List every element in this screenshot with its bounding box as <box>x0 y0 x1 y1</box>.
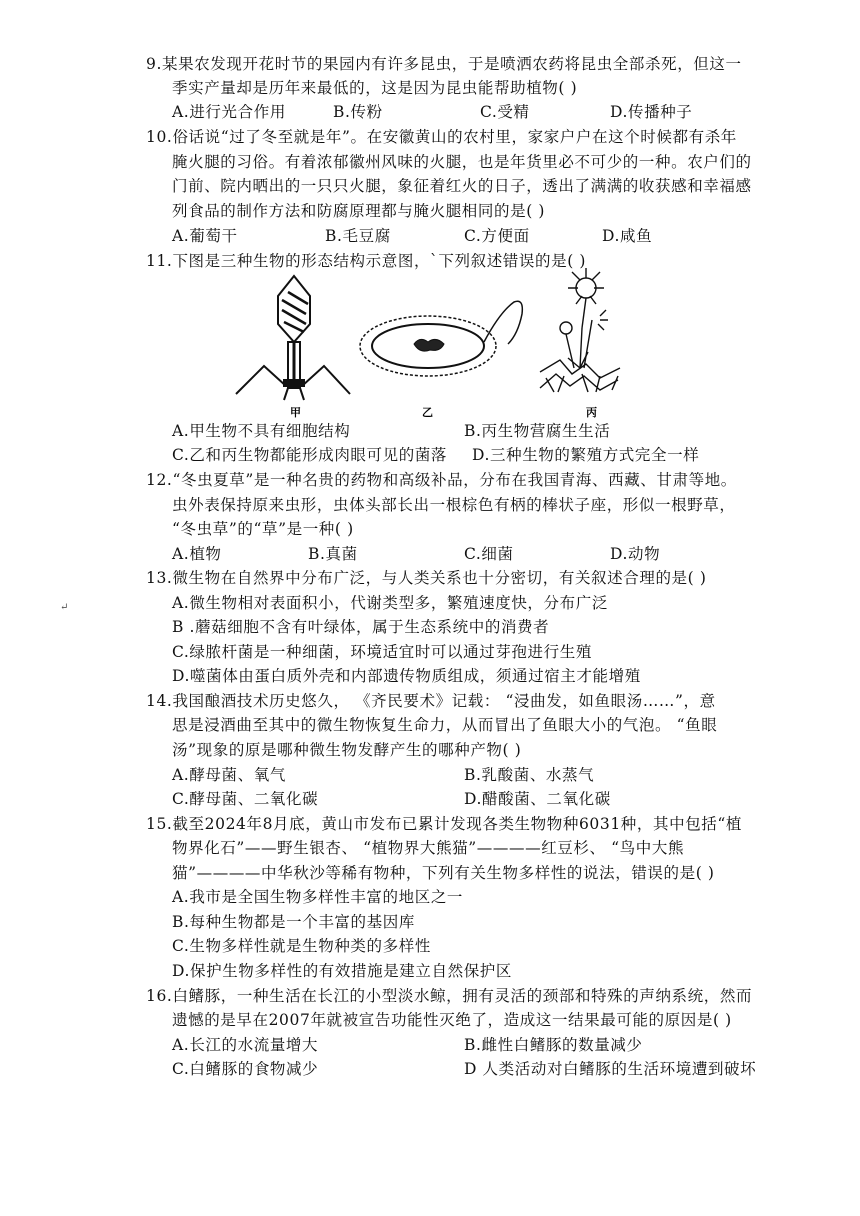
q9-stem-line-1: 9.某果农发现开花时节的果园内有许多昆虫，于是喷洒农药将昆虫全部杀死，但这一 <box>146 55 742 73</box>
q15-option-a: A.我市是全国生物多样性丰富的地区之一 <box>172 888 464 906</box>
q10-stem-line-3: 门前、院内晒出的一只只火腿，象征着红火的日子，透出了满满的收获感和幸福感 <box>172 177 752 195</box>
q9-stem-line-2: 季实产量却是历年来最低的，这是因为昆虫能帮助植物( ) <box>172 79 578 97</box>
q14-option-a: A.酵母菌、氧气 <box>172 766 286 784</box>
q9-option-d: D.传播种子 <box>610 103 693 121</box>
q10-option-d: D.咸鱼 <box>602 227 653 245</box>
q12-option-b: B.真菌 <box>308 545 358 563</box>
q15-stem-line-3: 猫”————中华秋沙等稀有物种，下列有关生物多样性的说法，错误的是( ) <box>172 864 715 882</box>
q9-option-a: A.进行光合作用 <box>172 103 286 121</box>
q11-option-a: A.甲生物不具有细胞结构 <box>172 422 351 440</box>
q10-option-c: C.方便面 <box>464 227 530 245</box>
q15-option-b: B.每种生物都是一个丰富的基因库 <box>172 913 415 931</box>
q11-option-b: B.丙生物营腐生生活 <box>464 422 611 440</box>
q15-stem-line-2: 物界化石”——野生银杏、 “植物界大熊猫”————红豆杉、 “鸟中大熊 <box>172 839 685 857</box>
q14-stem-line-1: 14.我国酿酒技术历史悠久， 《齐民要术》记载： “浸曲发，如鱼眼汤……”，意 <box>146 692 716 710</box>
q16-option-b: B.雌性白鳍豚的数量减少 <box>464 1036 643 1054</box>
q13-option-a: A.微生物相对表面积小，代谢类型多，繁殖速度快，分布广泛 <box>172 594 608 612</box>
q12-stem-line-2: 虫外表保持原来虫形，虫体头部长出一根棕色有柄的棒状子座，形似一根野草， <box>172 496 736 514</box>
q14-option-c: C.酵母菌、二氧化碳 <box>172 790 319 808</box>
q14-option-d: D.醋酸菌、二氧化碳 <box>464 790 611 808</box>
q12-option-d: D.动物 <box>610 545 661 563</box>
q10-stem-line-4: 列食品的制作方法和防腐原理都与腌火腿相同的是( ) <box>172 202 546 220</box>
q16-option-a: A.长江的水流量增大 <box>172 1036 319 1054</box>
q12-stem-line-1: 12.“冬虫夏草”是一种名贵的药物和高级补品，分布在我国青海、西藏、甘肃等地。 <box>146 471 737 489</box>
q9-option-b: B.传粉 <box>333 103 383 121</box>
three-organisms-figure <box>228 268 628 418</box>
q15-stem-line-1: 15.截至2024年8月底，黄山市发布已累计发现各类生物物种6031种，其中包括“植 <box>146 815 743 833</box>
q10-stem-line-2: 腌火腿的习俗。有着浓郁徽州风味的火腿，也是年货里必不可少的一种。农户们的 <box>172 153 752 171</box>
figure-label-jia: 甲 <box>290 406 301 418</box>
q9-option-c: C.受精 <box>480 103 530 121</box>
mold-drawing <box>540 268 620 392</box>
q10-option-b: B.毛豆腐 <box>325 227 391 245</box>
q15-option-d: D.保护生物多样性的有效措施是建立自然保护区 <box>172 962 513 980</box>
figure-label-yi: 乙 <box>422 406 433 418</box>
q16-option-d: D 人类活动对白鳍豚的生活环境遭到破坏 <box>464 1060 757 1078</box>
figure-label-bing: 丙 <box>586 406 597 418</box>
q13-stem-line-1: 13.微生物在自然界中分布广泛，与人类关系也十分密切，有关叙述合理的是( ) <box>146 569 707 587</box>
q11-stem-line-1: 11.下图是三种生物的形态结构示意图，`下列叙述错误的是( ) <box>146 252 587 270</box>
q12-option-c: C.细菌 <box>464 545 514 563</box>
q12-stem-line-3: “冬虫草”的“草”是一种( ) <box>172 520 354 538</box>
margin-mark: ↵ <box>60 602 69 613</box>
phage-drawing <box>236 276 350 400</box>
q11-option-d: D.三种生物的繁殖方式完全一样 <box>472 446 700 464</box>
q12-option-a: A.植物 <box>172 545 222 563</box>
q14-stem-line-3: 汤”现象的原是哪种微生物发酵产生的哪种产物( ) <box>172 741 522 759</box>
q11-option-c: C.乙和丙生物都能形成肉眼可见的菌落 <box>172 446 448 464</box>
q13-option-b: B .蘑菇细胞不含有叶绿体，属于生态系统中的消费者 <box>172 618 550 636</box>
q10-option-a: A.葡萄干 <box>172 227 238 245</box>
q15-option-c: C.生物多样性就是生物种类的多样性 <box>172 937 431 955</box>
q14-stem-line-2: 思是浸酒曲至其中的微生物恢复生命力，从而冒出了鱼眼大小的气泡。 “鱼眼 <box>172 716 718 734</box>
q13-option-c: C.绿脓杆菌是一种细菌，环境适宜时可以通过芽孢进行生殖 <box>172 643 592 661</box>
q16-stem-line-2: 遗憾的是早在2007年就被宣告功能性灭绝了，造成这一结果最可能的原因是( ) <box>172 1011 732 1029</box>
q14-option-b: B.乳酸菌、水蒸气 <box>464 766 595 784</box>
q13-option-d: D.噬菌体由蛋白质外壳和内部遗传物质组成，须通过宿主才能增殖 <box>172 667 641 685</box>
q16-stem-line-1: 16.白鳍豚，一种生活在长江的小型淡水鲸，拥有灵活的颈部和特殊的声纳系统，然而 <box>146 987 753 1005</box>
q16-option-c: C.白鳍豚的食物减少 <box>172 1060 319 1078</box>
bacterium-drawing <box>360 301 522 376</box>
q10-stem-line-1: 10.俗话说“过了冬至就是年”。在安徽黄山的农村里，家家户户在这个时候都有杀年 <box>146 128 737 146</box>
